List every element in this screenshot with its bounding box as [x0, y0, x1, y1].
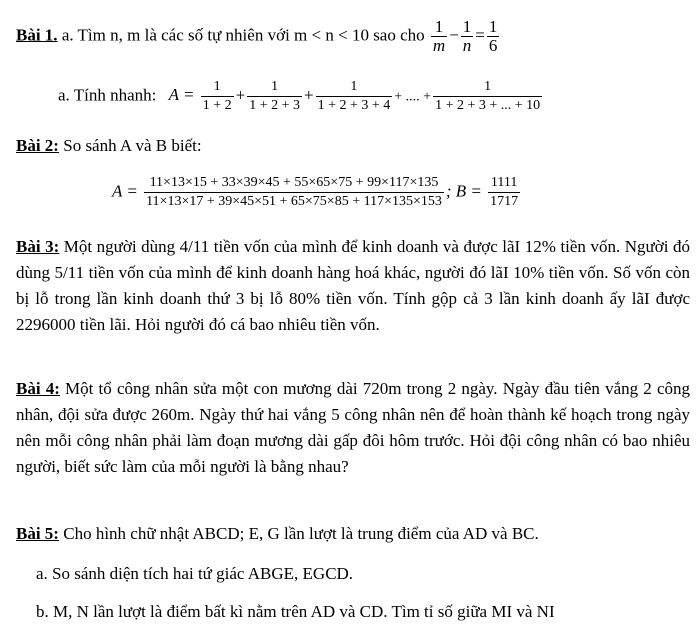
bai2-text: So sánh A và B biết: — [58, 136, 202, 155]
sum-plus-2: + — [303, 85, 314, 105]
bai4-heading: Bài 4: — [16, 379, 60, 398]
bai2-a-fraction: $\frac{11\times 13\times 15 + 33\times 39\times 45 + 55\times 65\times 75 + 99\times 117\times 135}{11\times 13\times 17 + 39\times 45\times 51 + 65\times 75\times 85 + 117\times 135\times 153}$ — [146, 175, 442, 209]
bai3-heading: Bài 3: — [16, 237, 60, 256]
sum-term-2: $\frac{1}{1 + 2 + 3}$ — [249, 79, 300, 113]
eq-frac-1: $\frac{1}{m}$ — [432, 17, 446, 55]
sum-plus-1: + — [235, 85, 246, 105]
bai1-text: a. Tìm n, m là các số tự nhiên với m < n < 10 sao cho — [57, 25, 425, 45]
bai5-part-b: b. M, N lần lượt là điểm bất kì nằm trên AD và CD. Tìm tỉ số giữa MI và NI — [36, 602, 555, 621]
bai3-paragraph — [16, 234, 690, 338]
bai4-paragraph — [16, 376, 690, 480]
bai1-sub-label: a. Tính nhanh: — [58, 85, 157, 105]
bai5-statement — [16, 524, 690, 544]
bai3-text: Một người dùng 4/11 tiền vốn của mình để kinh doanh và được lãI 12% tiền vốn. Người đó dùng 5/11 tiền vốn của mình để kinh doanh hàng hoá khác, người đó lãI 10% tiền vốn. Số vốn còn bị lỗ trong lần kinh doanh thứ 3 bị lỗ 80% tiền vốn. Tính gộp cả 3 lần kinh doanh ấy lãI được 2296000 tiền lãi. Hỏi người đó cá bao nhiêu tiền vốn. — [16, 237, 690, 334]
bai1-statement — [16, 18, 690, 55]
bai1-heading: Bài 1. — [16, 25, 58, 45]
bai2-heading: Bài 2: — [16, 136, 59, 155]
sum-lhs: A = — [168, 85, 195, 105]
sum-term-1: $\frac{1}{1 + 2}$ — [202, 79, 232, 113]
bai2-b-lhs: ; B = — [445, 181, 482, 201]
sum-term-3: $\frac{1}{1 + 2 + 3 + 4}$ — [317, 79, 391, 113]
bai5-part-a: a. So sánh diện tích hai tứ giác ABGE, EGCD. — [36, 564, 354, 583]
eq-frac-2: $\frac{1}{n}$ — [462, 17, 472, 55]
bai2-b-fraction: $\frac{1111}{1717}$ — [490, 175, 519, 209]
eq-minus: − — [449, 25, 459, 45]
bai1-sum-line — [58, 78, 690, 115]
eq-equals: = — [475, 25, 485, 45]
eq-frac-3: $\frac{1}{6}$ — [488, 17, 498, 55]
bai5-text: Cho hình chữ nhật ABCD; E, G lần lượt là trung điểm của AD và BC. — [58, 524, 539, 543]
bai5-heading: Bài 5: — [16, 524, 59, 543]
bai2-a-lhs: A = — [112, 181, 138, 201]
bai2-formula — [112, 174, 690, 211]
bai4-text: Một tổ công nhân sửa một con mương dài 720m trong 2 ngày. Ngày đầu tiên vắng 2 công nhân, đội sửa được 260m. Ngày thứ hai vắng 5 công nhân nên để hoàn thành kế hoạch trong ngày nên mỗi công nhân phải làm đoạn mương dài gấp đôi hôm trước. Hỏi đội công nhân có bao nhiêu người, biết sức làm của mỗi người là bằng nhau? — [16, 379, 690, 476]
sum-dots: + .... + — [394, 89, 432, 105]
bai2-statement — [16, 136, 690, 156]
sum-term-last: $\frac{1}{1 + 2 + 3 + ... + 10}$ — [435, 79, 541, 113]
